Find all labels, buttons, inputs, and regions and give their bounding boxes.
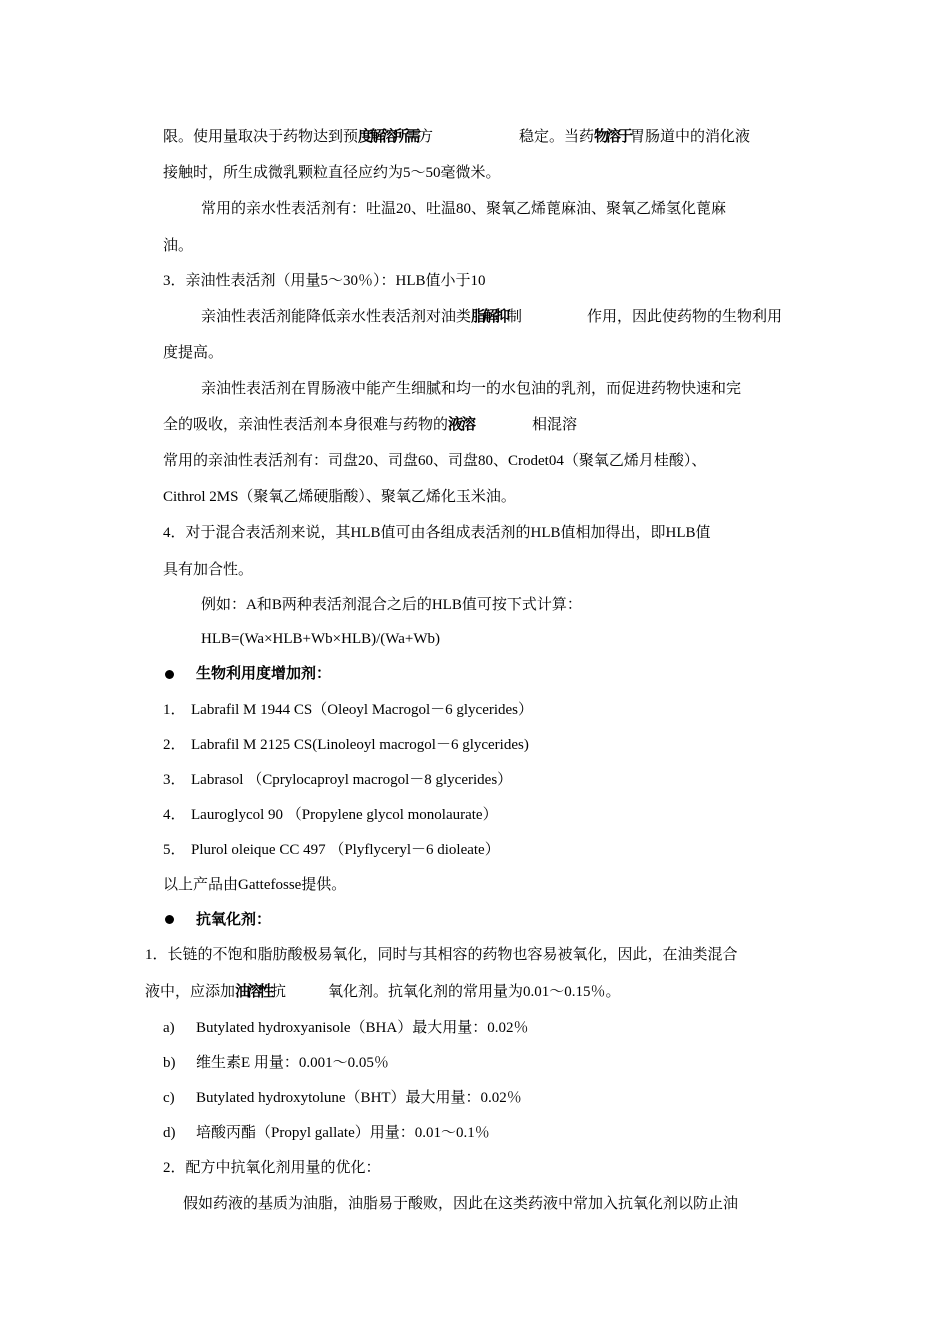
list-item: [163, 1088, 522, 1108]
text-run: 稳定。当药: [519, 129, 595, 145]
list-item: [163, 840, 500, 860]
numbered-heading: 3．亲油性表活剂（用量5～30％）：HLB值小于10: [163, 273, 486, 289]
section-heading: 生物利用度增加剂：: [196, 666, 332, 682]
text-run: 脂解抑: [471, 309, 508, 325]
paragraph-line: 4．对于混合表活剂来说，其HLB值可由各组成表活剂的HLB值相加得出，即HLB值: [163, 525, 711, 541]
list-text: Butylated hydroxytolune（BHT）最大用量：0.02％: [196, 1090, 522, 1106]
list-item: [163, 1053, 389, 1073]
list-item: [163, 770, 512, 790]
text-run: 方: [418, 129, 434, 145]
list-number: 2．: [163, 737, 186, 753]
list-text: 维生素E 用量：0.001～0.05％: [196, 1055, 389, 1071]
list-item: [163, 805, 498, 825]
text-run: 度解溶所需: [358, 129, 419, 145]
text-run: 亲油性表活剂能降低亲水性表活剂对油类: [201, 309, 472, 325]
note: 以上产品由Gattefosse提供。: [163, 877, 347, 893]
list-text: Labrafil M 1944 CS（Oleoyl Macrogol－6 glycerides）: [191, 702, 534, 718]
list-item: [163, 700, 533, 720]
list-item: [163, 1123, 490, 1143]
list-text: Plurol oleique CC 497 （Plyflyceryl－6 dioleate）: [191, 842, 500, 858]
bullet-icon: [165, 670, 174, 679]
text-run: 液溶: [448, 417, 475, 433]
paragraph-line: 假如药液的基质为油脂，油脂易于酸败，因此在这类药液中常加入抗氧化剂以防止油: [183, 1196, 739, 1212]
list-number: 1．: [163, 702, 186, 718]
paragraph-line: 度提高。: [163, 345, 224, 361]
bullet-icon: [165, 915, 174, 924]
list-text: Lauroglycol 90 （Propylene glycol monolaurate）: [191, 807, 498, 823]
text-run: 制: [507, 309, 523, 325]
paragraph-line: 亲油性表活剂在胃肠液中能产生细腻和均一的水包油的乳剂，而促进药物快速和完: [201, 381, 742, 397]
list-item: [163, 1018, 528, 1038]
list-label: c): [163, 1090, 175, 1106]
section-heading: 抗氧化剂：: [196, 912, 272, 928]
text-run: 限。使用量取决于药物达到预: [163, 129, 359, 145]
paragraph-line: [145, 982, 286, 1002]
paragraph-line: [201, 307, 522, 327]
list-text: Butylated hydroxyanisole（BHA）最大用量：0.02％: [196, 1020, 529, 1036]
list-item: [163, 735, 529, 755]
list-label: a): [163, 1020, 175, 1036]
paragraph-line: Cithrol 2MS（聚氧乙烯硬脂酸）、聚氧乙烯化玉米油。: [163, 489, 516, 505]
paragraph-line: 例如：A和B两种表活剂混合之后的HLB值可按下式计算：: [201, 597, 582, 613]
list-text: Labrasol （Cprylocaproyl macrogol－8 glycerides）: [191, 772, 513, 788]
text-run: 胃肠道中的消化液: [630, 129, 751, 145]
paragraph-line: 作用，因此使药物的生物利用: [587, 309, 783, 325]
list-label: d): [163, 1125, 176, 1141]
numbered-heading: 2．配方中抗氧化剂用量的优化：: [163, 1160, 381, 1176]
text-run: 油溶性: [235, 984, 272, 1000]
text-run: 液中，应添加: [145, 984, 236, 1000]
list-number: 3．: [163, 772, 186, 788]
paragraph-line: 常用的亲水性表活剂有：吐温20、吐温80、聚氧乙烯蓖麻油、聚氧乙烯氢化蓖麻: [201, 201, 727, 217]
text-run: 全的吸收，亲油性表活剂本身很难与药物的: [163, 417, 449, 433]
text-run: 抗: [271, 984, 287, 1000]
paragraph-line: [519, 127, 750, 147]
paragraph-line: 氧化剂。抗氧化剂的常用量为0.01～0.15％。: [328, 984, 621, 1000]
list-number: 5．: [163, 842, 186, 858]
list-text: 培酸丙酯（Propyl gallate）用量：0.01～0.1％: [196, 1125, 490, 1141]
paragraph-line: [163, 127, 433, 147]
paragraph-line: 常用的亲油性表活剂有：司盘20、司盘60、司盘80、Crodet04（聚氧乙烯月桂酸）、: [163, 453, 707, 469]
paragraph-line: 油。: [163, 238, 194, 254]
text-run: 物溶于: [594, 129, 631, 145]
list-text: Labrafil M 2125 CS(Linoleoyl macrogol－6 glycerides): [191, 737, 529, 753]
paragraph-line: 相混溶: [532, 417, 578, 433]
paragraph-line: 接触时，所生成微乳颗粒直径应约为5～50毫微米。: [163, 165, 501, 181]
paragraph-line: [163, 415, 474, 435]
list-label: b): [163, 1055, 176, 1071]
paragraph-line: 具有加合性。: [163, 562, 254, 578]
formula: HLB=(Wa×HLB+Wb×HLB)/(Wa+Wb): [201, 631, 440, 647]
list-number: 4．: [163, 807, 186, 823]
paragraph-line: 1．长链的不饱和脂肪酸极易氧化，同时与其相容的药物也容易被氧化，因此，在油类混合: [145, 947, 738, 963]
